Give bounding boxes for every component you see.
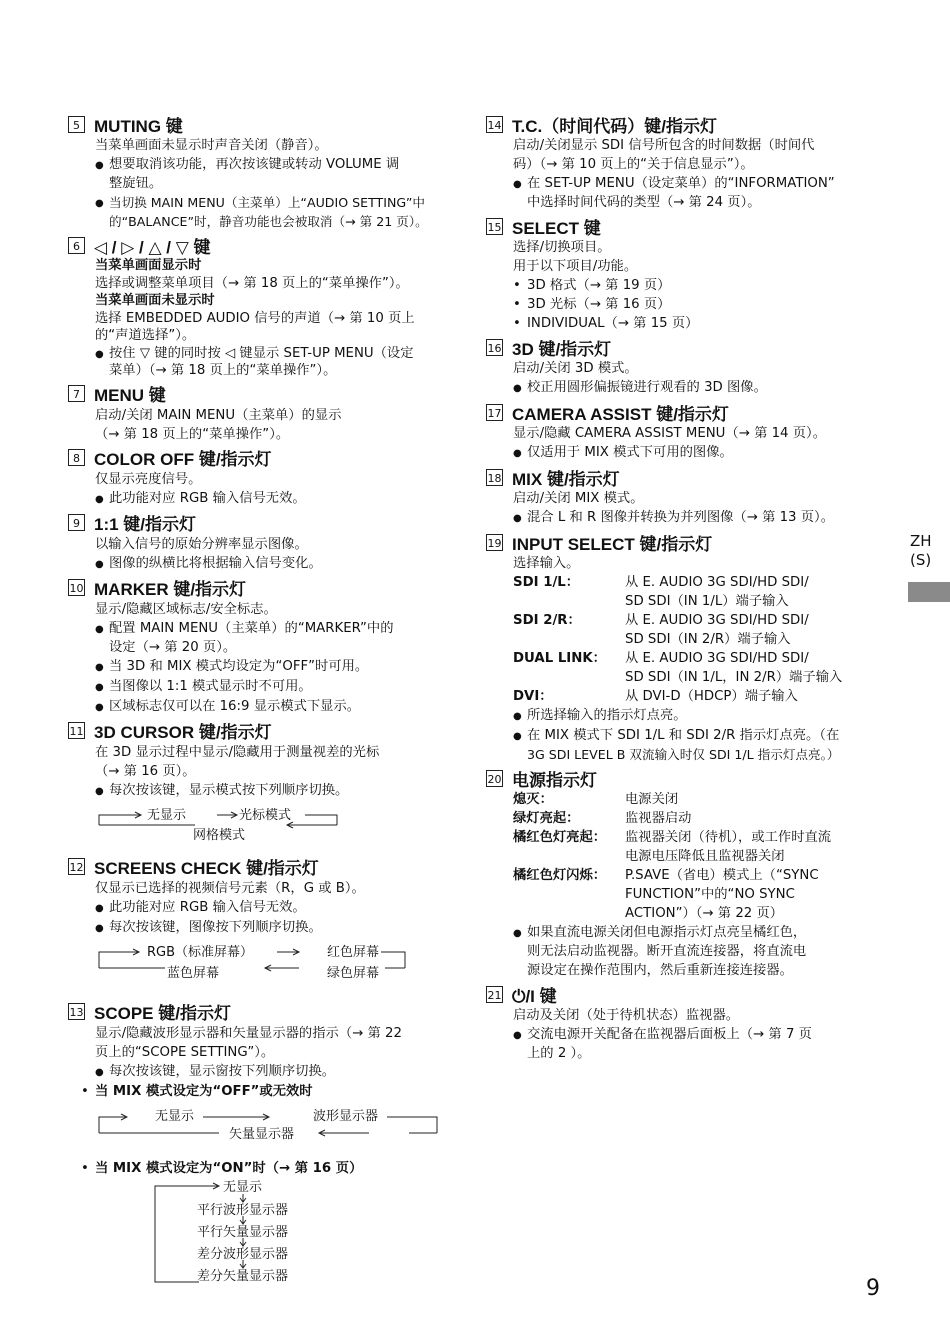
section-3d-cursor (68, 719, 468, 841)
cycle-step: 差分矢量显示器 (197, 1268, 289, 1284)
text-line: （→ 第 18 页上的“菜单操作”）。 (95, 426, 290, 442)
bullet-item: ● 此功能对应 RGB 输入信号无效。 (95, 489, 468, 509)
section-title: MIX 键/指示灯 (512, 469, 620, 489)
section-title: MENU 键 (94, 386, 166, 405)
item-number: 11 (68, 722, 85, 739)
text-line: 启动/关闭 3D 模式。 (513, 361, 638, 376)
cycle-diagram (69, 1101, 468, 1155)
section-menu (68, 382, 468, 444)
list-item: • 3D 格式（→ 第 19 页） (513, 276, 886, 295)
section-power-key (486, 982, 886, 1063)
text-line: 在 3D 显示过程中显示/隐藏用于测量视差的光标 (95, 744, 380, 760)
text-line: 启动及关闭（处于待机状态）监视器。 (513, 1008, 740, 1023)
text-line: 启动/关闭显示 SDI 信号所包含的时间数据（时间代 (513, 138, 815, 153)
item-number: 20 (486, 770, 503, 787)
section-1-1 (68, 511, 468, 574)
section-muting (68, 112, 468, 231)
item-number: 18 (486, 469, 503, 486)
bullet-item: ● 当 3D 和 MIX 模式均设定为“OFF”时可用。 (95, 657, 468, 677)
bullet-item: ● 当切换 MAIN MENU（主菜单）上“AUDIO SETTING”中 的“BALANCE”时，静音功能也会被取消（→ 第 21 页）。 (95, 193, 468, 231)
mode-heading: • 当 MIX 模式设定为“ON”时（→ 第 16 页） (81, 1159, 468, 1178)
section-title: 电源指示灯 (512, 770, 597, 790)
text-line: 选择 EMBEDDED AUDIO 信号的声道（→ 第 10 页上 (95, 310, 415, 326)
cycle-step: 绿色屏幕 (327, 965, 380, 981)
bullet-item: ● 每次按该键，图像按下列顺序切换。 (95, 918, 468, 938)
section-title: SCREENS CHECK 键/指示灯 (94, 859, 319, 878)
section-camera-assist (486, 400, 886, 463)
item-number: 5 (68, 116, 85, 133)
section-mix (486, 465, 886, 528)
section-title: MARKER 键/指示灯 (94, 580, 247, 599)
cycle-step: 平行波形显示器 (197, 1202, 289, 1218)
bullet-item: ● 此功能对应 RGB 输入信号无效。 (95, 898, 468, 918)
item-number: 8 (68, 449, 85, 466)
bullet-item: ● 图像的纵横比将根据输入信号变化。 (95, 554, 468, 574)
section-3d (486, 335, 886, 398)
cycle-step: 平行矢量显示器 (197, 1224, 289, 1240)
item-number: 6 (68, 237, 85, 254)
bullet-item: ● 当图像以 1:1 模式显示时不可用。 (95, 677, 468, 697)
section-title: SELECT 键 (512, 218, 601, 238)
text-line: 选择输入。 (513, 556, 580, 571)
bullet-item: ● 校正用圆形偏振镜进行观看的 3D 图像。 (513, 378, 886, 398)
section-title: 3D 键/指示灯 (512, 339, 612, 359)
status-row: 绿灯亮起： 监视器启动 (513, 811, 692, 826)
input-row: DUAL LINK： 从 E. AUDIO 3G SDI/HD SDI/ SD SDI（IN 1/L，IN 2/R）端子输入 (513, 651, 843, 685)
section-title: MUTING 键 (94, 116, 183, 136)
section-title: ◁ / ▷ / △ / ▽ 键 (94, 237, 211, 257)
text-line: 启动/关闭 MIX 模式。 (513, 491, 644, 506)
text-line: （→ 第 16 页）。 (95, 763, 196, 779)
subheading: 当菜单画面显示时 (95, 258, 202, 273)
section-color-off (68, 446, 468, 509)
item-number: 9 (68, 514, 85, 531)
bullet-item: ● 配置 MAIN MENU（主菜单）的“MARKER”中的 设定（→ 第 20 页）。 (95, 619, 468, 657)
text-line: 当菜单画面未显示时声音关闭（静音）。 (95, 138, 328, 153)
cycle-step: 无显示 (147, 807, 187, 823)
text-line: 以输入信号的原始分辨率显示图像。 (95, 536, 308, 552)
section-title: 3D CURSOR 键/指示灯 (94, 723, 272, 742)
language-tab-bar (908, 582, 950, 602)
bullet-item: ● 在 SET-UP MENU（设定菜单）的“INFORMATION” 中选择时间代码的类型（→ 第 24 页）。 (513, 174, 886, 212)
section-title: INPUT SELECT 键/指示灯 (512, 534, 713, 554)
bullet-item: ● 每次按该键，显示模式按下列顺序切换。 (95, 781, 468, 801)
cycle-step: 差分波形显示器 (197, 1246, 289, 1262)
bullet-item: ● 仅适用于 MIX 模式下可用的图像。 (513, 443, 886, 463)
section-screens-check (68, 855, 468, 984)
status-row: 橘红色灯亮起： 监视器关闭（待机），或工作时直流 电源电压降低且监视器关闭 (513, 830, 832, 864)
section-title: 1:1 键/指示灯 (94, 515, 197, 534)
list-item: • INDIVIDUAL（→ 第 15 页） (513, 314, 886, 333)
text-line: 显示/隐藏波形显示器和矢量显示器的指示（→ 第 22 (95, 1025, 402, 1041)
item-number: 17 (486, 404, 503, 421)
right-column (486, 112, 886, 1063)
bullet-item: ● 区域标志仅可以在 16:9 显示模式下显示。 (95, 697, 468, 717)
item-number: 16 (486, 339, 503, 356)
cycle-diagram (69, 1178, 468, 1290)
text-line: 页上的“SCOPE SETTING”）。 (95, 1044, 275, 1060)
cycle-diagram (69, 938, 468, 984)
text-line: 选择/切换项目。 (513, 240, 611, 255)
item-number: 14 (486, 116, 503, 133)
input-row: DVI： 从 DVI-D（HDCP）端子输入 (513, 689, 798, 704)
status-row: 橘红色灯闪烁： P.SAVE（省电）模式上（“SYNC FUNCTION”中的“NO SYNC ACTION”）（→ 第 22 页） (513, 868, 819, 921)
text-line: 启动/关闭 MAIN MENU（主菜单）的显示 (95, 407, 342, 423)
cycle-step: 矢量显示器 (229, 1126, 295, 1142)
section-title: COLOR OFF 键/指示灯 (94, 450, 272, 469)
cycle-step: 波形显示器 (313, 1108, 379, 1124)
page-number: 9 (866, 1276, 880, 1301)
bullet-item: ● 每次按该键，显示窗按下列顺序切换。 (95, 1062, 468, 1082)
cycle-step: RGB（标准屏幕） (147, 944, 254, 960)
section-power-indicator (486, 766, 886, 980)
section-tc (486, 112, 886, 212)
section-marker (68, 576, 468, 717)
bullet-item: ● 混合 L 和 R 图像并转换为并列图像（→ 第 13 页）。 (513, 508, 886, 528)
item-number: 12 (68, 858, 85, 875)
text-line: 显示/隐藏 CAMERA ASSIST MENU（→ 第 14 页）。 (513, 426, 826, 441)
section-scope (68, 1000, 468, 1290)
text-line: 码）（→ 第 10 页上的“关于信息显示”）。 (513, 157, 754, 172)
cycle-diagram (95, 801, 468, 841)
bullet-item: ● 如果直流电源关闭但电源指示灯点亮呈橘红色， 则无法启动监视器。断开直流连接器，将直流电 源设定在操作范围内，然后重新连接连接器。 (513, 923, 886, 980)
section-select (486, 214, 886, 333)
text-line: 仅显示已选择的视频信号元素（R，G 或 B）。 (95, 880, 365, 896)
section-title: T.C.（时间代码）键/指示灯 (512, 116, 717, 136)
section-input-select (486, 530, 886, 764)
text-line: 仅显示亮度信号。 (95, 471, 202, 487)
item-number: 19 (486, 534, 503, 551)
list-item: • 3D 光标（→ 第 16 页） (513, 295, 886, 314)
text-line: 选择或调整菜单项目（→ 第 18 页上的“菜单操作”）。 (95, 275, 409, 291)
bullet-item: ● 交流电源开关配备在监视器后面板上（→ 第 7 页 上的 2 ）。 (513, 1025, 886, 1063)
bullet-item: ● 在 MIX 模式下 SDI 1/L 和 SDI 2/R 指示灯点亮。（在 3G SDI LEVEL B 双流输入时仅 SDI 1/L 指示灯点亮。） (513, 726, 886, 764)
section-arrow-keys (68, 233, 468, 380)
bullet-item: ● 所选择输入的指示灯点亮。 (513, 706, 886, 726)
section-title: ⏻/I 键 (512, 986, 557, 1006)
input-row: SDI 1/L： 从 E. AUDIO 3G SDI/HD SDI/ SD SDI（IN 1/L）端子输入 (513, 575, 809, 609)
cycle-step: 无显示 (155, 1108, 195, 1124)
item-number: 15 (486, 218, 503, 235)
bullet-item: ● 想要取消该功能，再次按该键或转动 VOLUME 调 整旋钮。 (95, 155, 468, 193)
text-line: 用于以下项目/功能。 (513, 259, 638, 274)
status-row: 熄灭： 电源关闭 (513, 792, 679, 807)
bullet-item: ● 按住 ▽ 键的同时按 ◁ 键显示 SET-UP MENU（设定 菜单）（→ 第 18 页上的“菜单操作”）。 (95, 345, 468, 380)
cycle-step: 蓝色屏幕 (167, 965, 220, 981)
input-row: SDI 2/R： 从 E. AUDIO 3G SDI/HD SDI/ SD SDI（IN 2/R）端子输入 (513, 613, 809, 647)
subheading: 当菜单画面未显示时 (95, 293, 215, 308)
text-line: 显示/隐藏区域标志/安全标志。 (95, 601, 277, 617)
item-number: 13 (68, 1003, 85, 1020)
section-title: SCOPE 键/指示灯 (94, 1004, 231, 1023)
cycle-step: 光标模式 (239, 807, 292, 823)
text-line: 的“声道选择”）。 (95, 328, 196, 343)
section-title: CAMERA ASSIST 键/指示灯 (512, 404, 729, 424)
cycle-step: 无显示 (223, 1179, 263, 1195)
cycle-step: 红色屏幕 (327, 944, 380, 960)
cycle-step: 网格模式 (193, 827, 246, 843)
left-column (68, 112, 468, 1290)
mode-heading: • 当 MIX 模式设定为“OFF”或无效时 (81, 1082, 468, 1101)
item-number: 7 (68, 385, 85, 402)
language-tab-label: ZH (S) (910, 532, 932, 569)
item-number: 21 (486, 986, 503, 1003)
item-number: 10 (68, 579, 85, 596)
